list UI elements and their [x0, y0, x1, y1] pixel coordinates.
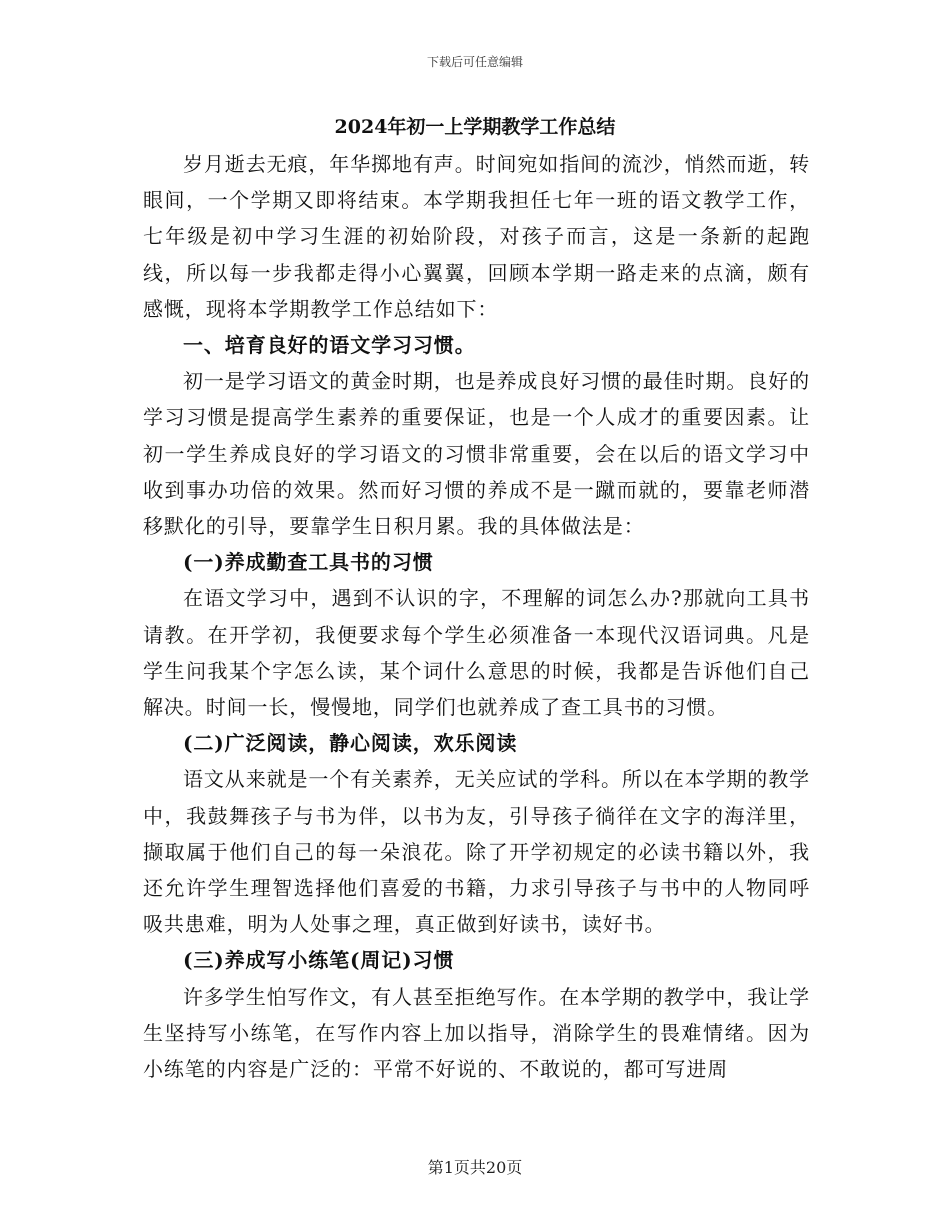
section-heading: 一、培育良好的语文学习习惯。 — [183, 333, 476, 358]
body-paragraph: 岁月逝去无痕，年华掷地有声。时间宛如指间的流沙，悄然而逝，转眼间，一个学期又即将结束。本学期我担任七年一班的语文教学工作，七年级是初中学习生涯的初始阶段，对孩子而言，这是一条新的起跑线，所以每一步我都走得小心翼翼，回顾本学期一路走来的点滴，颇有感慨，现将本学期教学工作总结如下： — [143, 152, 810, 321]
body-paragraph: 语文从来就是一个有关素养，无关应试的学科。所以在本学期的教学中，我鼓舞孩子与书为伴，以书为友，引导孩子徜徉在文字的海洋里，撷取属于他们自己的每一朵浪花。除了开学初规定的必读书籍以外，我还允许学生理智选择他们喜爱的书籍，力求引导孩子与书中的人物同呼吸共患难，明为人处事之理，真正做到好读书，读好书。 — [143, 767, 810, 937]
subsection-heading: (三)养成写小练笔(周记)习惯 — [183, 948, 455, 973]
page-number: 第1页共20页 — [427, 1158, 523, 1177]
subsection-heading: (一)养成勤查工具书的习惯 — [183, 550, 434, 575]
page-header-note: 下载后可任意编辑 — [426, 55, 523, 69]
document-body — [143, 146, 810, 1087]
body-paragraph: 许多学生怕写作文，有人甚至拒绝写作。在本学期的教学中，我让学生坚持写小练笔，在写作内容上加以指导，消除学生的畏难情绪。因为小练笔的内容是广泛的：平常不好说的、不敢说的，都可写进周 — [143, 984, 810, 1082]
body-paragraph: 在语文学习中，遇到不认识的字，不理解的词怎么办?那就向工具书请教。在开学初，我便要求每个学生必须准备一本现代汉语词典。凡是学生问我某个字怎么读，某个词什么意思的时候，我都是告诉他们自己解决。时间一长，慢慢地，同学们也就养成了查工具书的习惯。 — [143, 586, 810, 720]
body-paragraph: 初一是学习语文的黄金时期，也是养成良好习惯的最佳时期。良好的学习习惯是提高学生素养的重要保证，也是一个人成才的重要因素。让初一学生养成良好的学习语文的习惯非常重要，会在以后的语文学习中收到事办功倍的效果。然而好习惯的养成不是一蹴而就的，要靠老师潜移默化的引导，要靠学生日积月累。我的具体做法是： — [143, 369, 810, 539]
document-title: 2024年初一上学期教学工作总结 — [334, 116, 616, 138]
subsection-heading: (二)广泛阅读，静心阅读，欢乐阅读 — [183, 731, 518, 756]
